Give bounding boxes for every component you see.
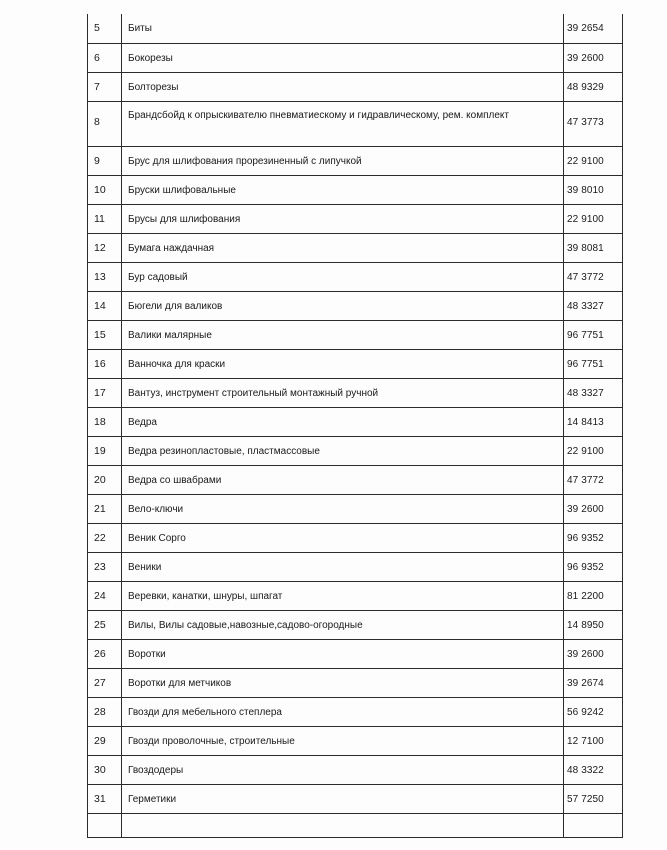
row-number-cell: 17 [88, 378, 122, 407]
item-name-cell: Болторезы [122, 72, 564, 101]
item-name-cell: Воротки для метчиков [122, 668, 564, 697]
row-number-cell: 5 [88, 14, 122, 43]
item-name-cell: Веревки, канатки, шнуры, шпагат [122, 581, 564, 610]
table-row [88, 755, 623, 784]
item-name-cell: Брус для шлифования прорезиненный с липучкой [122, 146, 564, 175]
item-code-cell: 48 3327 [564, 378, 623, 407]
item-name-cell: Бруски шлифовальные [122, 175, 564, 204]
table-row [88, 494, 623, 523]
item-code-cell: 48 3327 [564, 291, 623, 320]
item-name-cell: Гвозди для мебельного степлера [122, 697, 564, 726]
table-row [88, 262, 623, 291]
row-number-cell: 12 [88, 233, 122, 262]
item-code-cell [564, 813, 623, 837]
row-number-cell: 20 [88, 465, 122, 494]
row-number-cell: 28 [88, 697, 122, 726]
table-row [88, 784, 623, 813]
row-number-cell: 29 [88, 726, 122, 755]
item-code-cell: 96 9352 [564, 523, 623, 552]
row-number-cell: 22 [88, 523, 122, 552]
item-code-cell: 39 2600 [564, 494, 623, 523]
row-number-cell [88, 813, 122, 837]
table-row [88, 552, 623, 581]
table-row [88, 813, 623, 837]
table-row [88, 378, 623, 407]
table-row [88, 349, 623, 378]
item-code-cell: 47 3772 [564, 262, 623, 291]
item-code-cell: 39 2654 [564, 14, 623, 43]
item-code-cell: 56 9242 [564, 697, 623, 726]
table-row [88, 320, 623, 349]
row-number-cell: 18 [88, 407, 122, 436]
table-row [88, 465, 623, 494]
item-code-cell: 48 9329 [564, 72, 623, 101]
item-name-cell: Гвозди проволочные, строительные [122, 726, 564, 755]
item-name-cell: Валики малярные [122, 320, 564, 349]
row-number-cell: 10 [88, 175, 122, 204]
row-number-cell: 26 [88, 639, 122, 668]
item-name-cell: Бокорезы [122, 43, 564, 72]
item-code-cell: 96 7751 [564, 349, 623, 378]
item-name-cell: Вилы, Вилы садовые,навозные,садово-огородные [122, 610, 564, 639]
table-row [88, 523, 623, 552]
table-row [88, 639, 623, 668]
table-row [88, 101, 623, 146]
row-number-cell: 8 [88, 101, 122, 146]
row-number-cell: 30 [88, 755, 122, 784]
item-name-cell: Вантуз, инструмент строительный монтажный ручной [122, 378, 564, 407]
item-name-cell: Гвоздодеры [122, 755, 564, 784]
item-code-cell: 81 2200 [564, 581, 623, 610]
table-row [88, 233, 623, 262]
row-number-cell: 31 [88, 784, 122, 813]
row-number-cell: 11 [88, 204, 122, 233]
row-number-cell: 16 [88, 349, 122, 378]
item-name-cell: Брандсбойд к опрыскивателю пневматиескому и гидравлическому, рем. комплект [122, 101, 564, 146]
row-number-cell: 6 [88, 43, 122, 72]
item-code-cell: 39 8010 [564, 175, 623, 204]
item-code-cell: 96 7751 [564, 320, 623, 349]
item-code-cell: 57 7250 [564, 784, 623, 813]
row-number-cell: 14 [88, 291, 122, 320]
table-row [88, 204, 623, 233]
table-row [88, 697, 623, 726]
row-number-cell: 9 [88, 146, 122, 175]
table-row [88, 726, 623, 755]
item-code-cell: 39 2674 [564, 668, 623, 697]
item-code-cell: 39 8081 [564, 233, 623, 262]
table-row [88, 146, 623, 175]
item-name-cell [122, 813, 564, 837]
table-row [88, 610, 623, 639]
table-row [88, 668, 623, 697]
item-name-cell: Брусы для шлифования [122, 204, 564, 233]
item-code-cell: 22 9100 [564, 204, 623, 233]
item-code-cell: 39 2600 [564, 639, 623, 668]
table-row [88, 175, 623, 204]
item-code-cell: 22 9100 [564, 436, 623, 465]
item-code-cell: 48 3322 [564, 755, 623, 784]
item-name-cell: Ведра со швабрами [122, 465, 564, 494]
row-number-cell: 25 [88, 610, 122, 639]
table-row [88, 581, 623, 610]
item-name-cell: Биты [122, 14, 564, 43]
item-code-cell: 12 7100 [564, 726, 623, 755]
row-number-cell: 27 [88, 668, 122, 697]
item-name-cell: Ведра резинопластовые, пластмассовые [122, 436, 564, 465]
item-name-cell: Бур садовый [122, 262, 564, 291]
table-row [88, 291, 623, 320]
item-code-cell: 39 2600 [564, 43, 623, 72]
item-name-cell: Ванночка для краски [122, 349, 564, 378]
table-row [88, 43, 623, 72]
item-name-cell: Ведра [122, 407, 564, 436]
item-code-cell: 96 9352 [564, 552, 623, 581]
item-name-cell: Бюгели для валиков [122, 291, 564, 320]
row-number-cell: 24 [88, 581, 122, 610]
table-row [88, 14, 623, 43]
item-code-cell: 14 8950 [564, 610, 623, 639]
item-name-cell: Воротки [122, 639, 564, 668]
item-name-cell: Веники [122, 552, 564, 581]
row-number-cell: 13 [88, 262, 122, 291]
item-name-cell: Вело-ключи [122, 494, 564, 523]
product-code-table [87, 14, 623, 838]
item-code-cell: 14 8413 [564, 407, 623, 436]
row-number-cell: 15 [88, 320, 122, 349]
table-row [88, 436, 623, 465]
item-code-cell: 22 9100 [564, 146, 623, 175]
row-number-cell: 7 [88, 72, 122, 101]
table-body [88, 14, 623, 837]
item-name-cell: Герметики [122, 784, 564, 813]
item-code-cell: 47 3773 [564, 101, 623, 146]
item-name-cell: Бумага наждачная [122, 233, 564, 262]
item-code-cell: 47 3772 [564, 465, 623, 494]
row-number-cell: 21 [88, 494, 122, 523]
row-number-cell: 23 [88, 552, 122, 581]
row-number-cell: 19 [88, 436, 122, 465]
item-name-cell: Веник Сорго [122, 523, 564, 552]
table-row [88, 72, 623, 101]
table-row [88, 407, 623, 436]
